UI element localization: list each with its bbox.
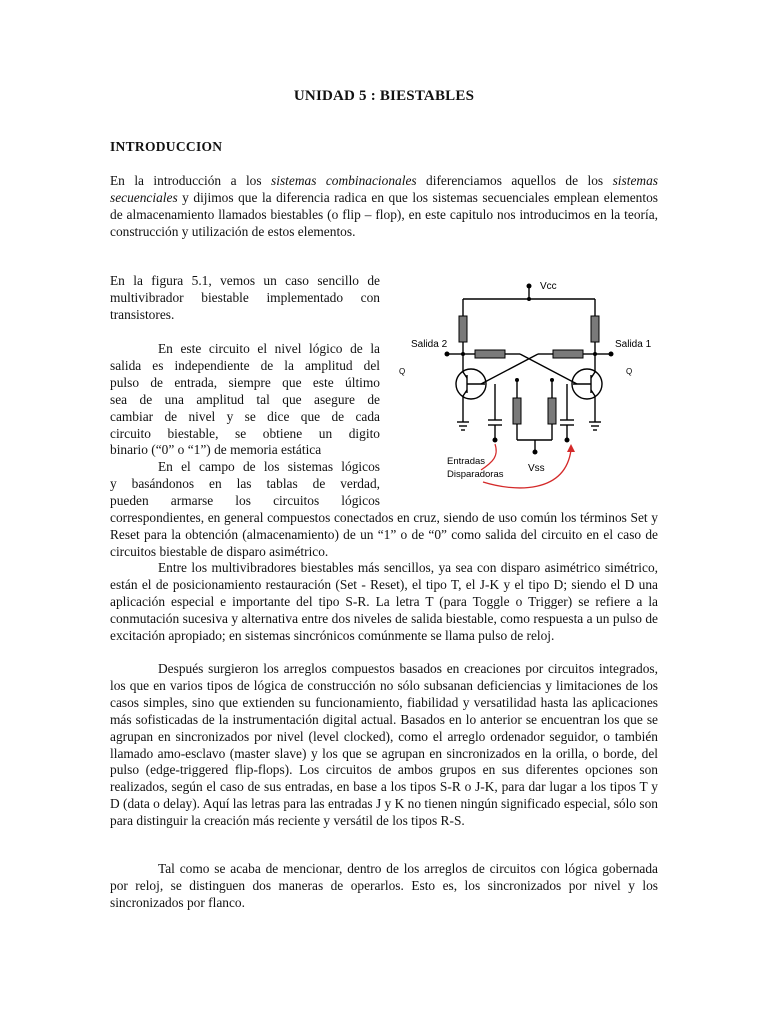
page-title: UNIDAD 5 : BIESTABLES (293, 88, 475, 104)
text-line: En el campo de los sistemas lógicos (158, 459, 380, 475)
multivibrator-types-paragraph: Entre los multivibradores biestables más sencillos, ya sea con disparo asimétrico simétrico, están el de posicionamiento restauración (Set - Reset), el tipo T, el J-K y el tipo D; siendo el D una aplicación especial e importante del tipo S-R. La letra T (para Toggle o Trigger) se refiere a la conmutación sucesiva y alternativa entre dos niveles de salida biestable, como respuesta a un pulso de excitación apropiado; en sistemas sincrónicos comúnmente se llama pulso de reloj. (110, 560, 658, 643)
q-left-label: Q (399, 367, 406, 376)
bistable-circuit-figure (395, 272, 675, 497)
text-line: multivibrador biestable implementado con (110, 289, 380, 305)
text-line: binario (“0” o “1”) de memoria estática (110, 442, 322, 458)
intro-emphasis-1: sistemas combinacionales (271, 173, 417, 188)
disparadoras-label: Disparadoras (447, 469, 504, 480)
text-line: salida es independiente de la amplitud del (110, 357, 380, 373)
text-line: pueden armarse los circuitos lógicos (110, 493, 380, 509)
intro-text-a: En la introducción a los (110, 173, 272, 188)
vcc-label: Vcc (540, 281, 557, 292)
intro-text-b: diferenciamos aquellos de los (416, 173, 613, 188)
section-heading: INTRODUCCION (110, 139, 223, 154)
entradas-label: Entradas (447, 456, 486, 467)
text-line: y basándonos en las tablas de verdad, (110, 476, 380, 492)
text-line: cambiar de nivel y se dice que de cada (110, 408, 380, 424)
logic-circuits-paragraph: correspondientes, en general compuestos conectados en cruz, siendo de uso común los términos Set y Reset para la obtención (almacenamiento) de un “1” o de “0” como salida del circuito en el caso de circuitos biestable de disparo asimétrico. (110, 510, 658, 559)
trigger-arrowhead-icon (567, 444, 575, 452)
text-line: circuito biestable, se obtiene un digito (110, 425, 380, 441)
integrated-circuits-paragraph: Después surgieron los arreglos compuestos basados en creaciones por circuitos integrados, los que en varios tipos de lógica de construcción no sólo subsanan deficiencias y limitaciones de los casos simples, sino que extienden su funcionamiento, fiabilidad y versatilidad hasta las aplicaciones más sofisticadas de la instrumentación digital actual. Basados en lo anterior se encuentran los que se agrupan en sincronizados por nivel (level clocked), como el arreglo ordenador seguidor, o también llamado amo-esclavo (master slave) y los que se agrupan en sincronizados en la orilla, o borde, del pulso (edge-triggered flip-flops). Los circuitos de ambos grupos en sus diferentes opciones son realizados, según el caso de sus entradas, en base a los tipos S-R o J-K, para dar lugar a los tipos T y D (data o delay). Aquí las letras para las entradas J y K no tienen ningún significado especial, sólo son para distinguir la creación más reciente y versátil de los tipos R-S. (110, 661, 658, 829)
text-line: En este circuito el nivel lógico de la (158, 341, 380, 356)
vss-label: Vss (528, 463, 545, 474)
text-line: En la figura 5.1, vemos un caso sencillo de (110, 273, 380, 288)
intro-paragraph (110, 173, 658, 241)
salida1-label: Salida 1 (615, 339, 652, 350)
intro-emphasis-2: sistemas secuenciales (110, 173, 658, 205)
text-line: pulso de entrada, siempre que este último (110, 374, 380, 390)
salida2-label: Salida 2 (411, 339, 448, 350)
figure-intro-paragraph (110, 273, 380, 324)
circuit-description-paragraph (110, 341, 380, 510)
text-line: sea de una amplitud tal que asegure de (110, 391, 380, 407)
q-right-label: Q (626, 367, 633, 376)
text-line: transistores. (110, 306, 175, 322)
intro-text-c: y dijimos que la diferencia radica en que los sistemas secuenciales emplean elementos de almacenamiento llamados biestables (o flip – flop), en este capitulo nos introducimos en la teoría, construcción y utilización de estos elementos. (110, 189, 658, 239)
clocked-logic-paragraph: Tal como se acaba de mencionar, dentro de los arreglos de circuitos con lógica gobernada por reloj, se distinguen dos maneras de operarlos. Esto es, los sincronizados por nivel y los sincronizados por flanco. (110, 861, 658, 910)
